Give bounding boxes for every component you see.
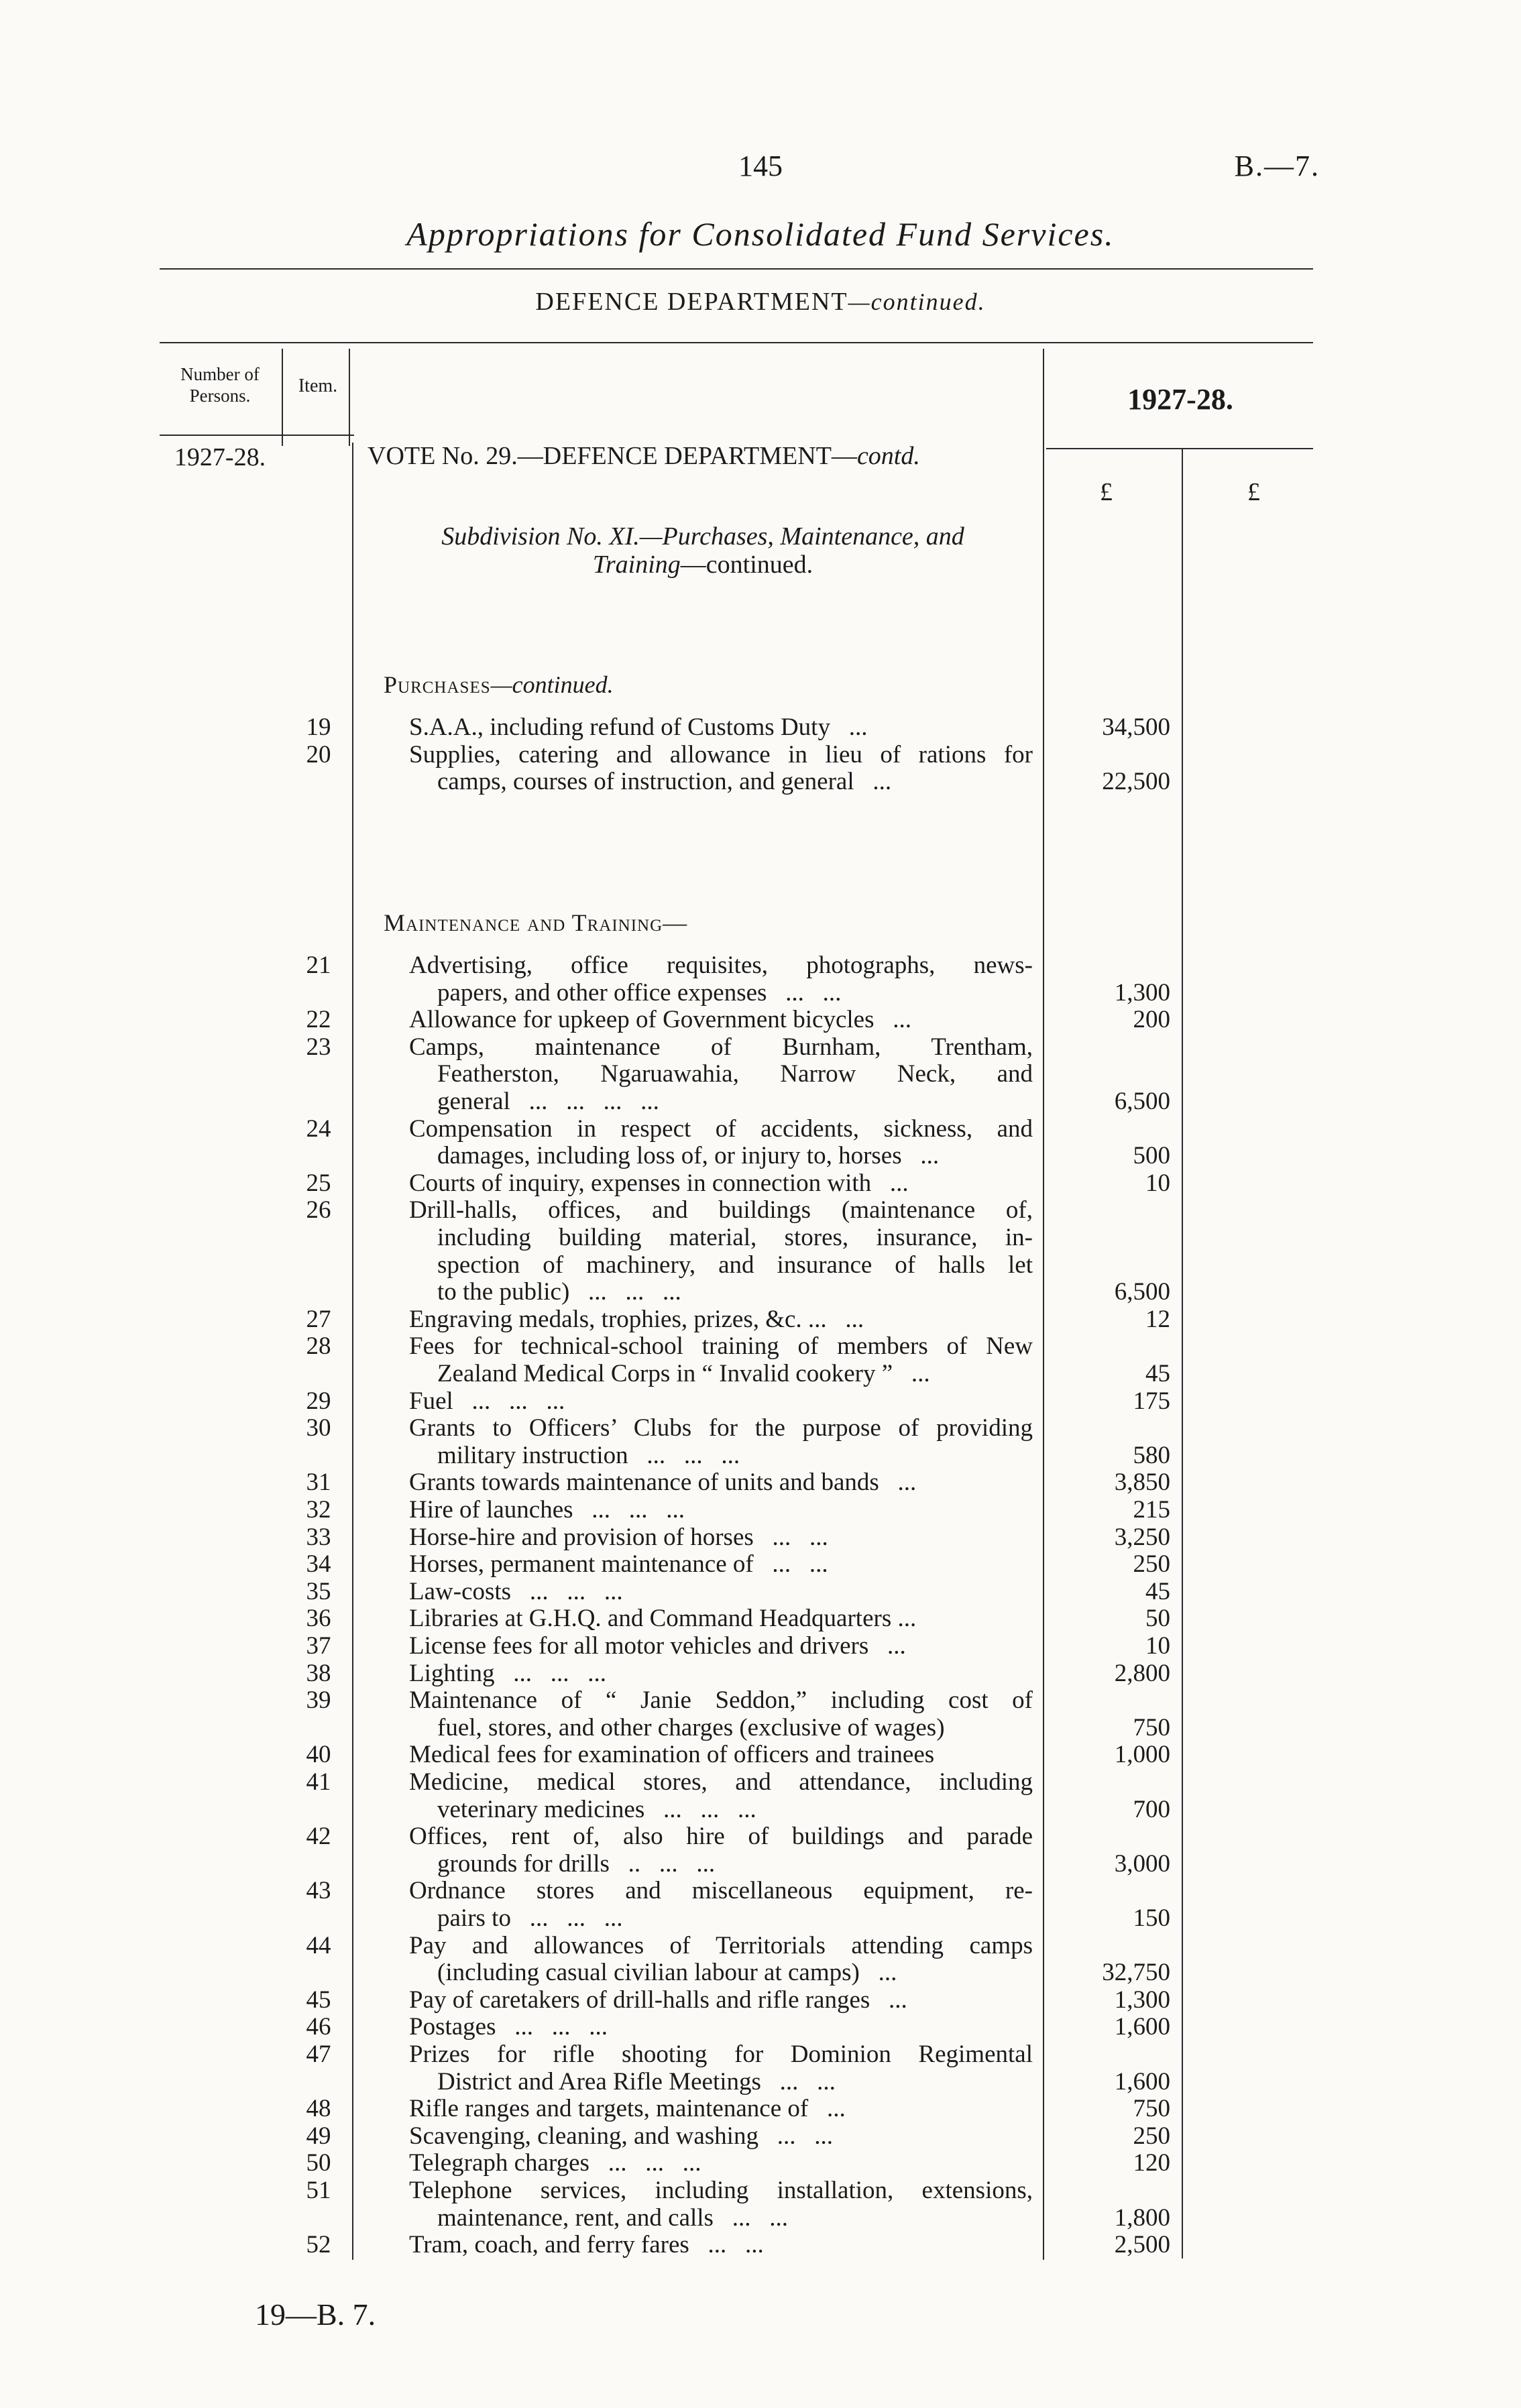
table-row [0,1823,1521,1850]
item-description: grounds for drills .. ... ... [437,1850,716,1878]
item-description: Horses, permanent maintenance of ... ... [409,1550,828,1578]
item-amount: 120 [1133,2149,1170,2177]
subdivision-line-2 [368,550,1038,579]
subdivision-continued: —continued. [680,551,813,579]
section-heading-purchases [384,671,614,699]
table-row [0,2123,1521,2150]
item-description: spection of machinery, and insurance of halls let [437,1251,1033,1279]
table-row [0,2205,1521,2232]
table-row [0,1116,1521,1143]
item-description: Prizes for rifle shooting for Dominion Regimental [409,2041,1033,2068]
item-description: Engraving medals, trophies, prizes, &c. ... ... [409,1306,864,1333]
item-description: Postages ... ... ... [409,2013,608,2041]
item-description: Fuel ... ... ... [409,1387,565,1415]
item-description: License fees for all motor vehicles and drivers ... [409,1632,906,1660]
table-row [0,1388,1521,1415]
table-row [0,1007,1521,1033]
item-description: pairs to ... ... ... [437,1904,623,1932]
table-row [0,1279,1521,1306]
item-amount: 3,850 [1114,1469,1170,1496]
column-header-item: Item. [298,376,338,396]
item-description: S.A.A., including refund of Customs Duty ... [409,713,868,741]
item-amount: 1,300 [1114,1986,1170,2014]
item-amount: 250 [1133,1550,1170,1578]
column-header-year: 1927-28. [1127,383,1233,416]
table-row [0,1170,1521,1197]
item-description: Tram, coach, and ferry fares ... ... [409,2231,764,2258]
table-row [0,1333,1521,1360]
subdivision-line-1: Subdivision No. XI.—Purchases, Maintenance, and [441,522,964,551]
item-description: Medical fees for examination of officers and trainees [409,1741,935,1768]
vote-heading-contd: contd. [856,442,920,470]
subdivision-training: Training [592,551,681,579]
item-number: 47 [306,2041,331,2068]
table-row [0,1224,1521,1251]
page-title: Appropriations for Consolidated Fund Services. [406,215,1115,253]
table-row [0,1633,1521,1660]
item-amount: 32,750 [1102,1959,1170,1986]
item-number: 45 [306,1986,331,2014]
item-number: 23 [306,1033,331,1061]
item-number: 40 [306,1741,331,1768]
vote-heading [368,441,920,471]
item-number: 50 [306,2149,331,2177]
table-row [0,768,1521,795]
vote-heading-text: VOTE No. 29.—DEFENCE DEPARTMENT— [368,442,857,470]
item-description: Allowance for upkeep of Government bicycles ... [409,1006,911,1033]
item-number: 19 [306,713,331,741]
table-row [0,1605,1521,1632]
table-row [0,1987,1521,2014]
item-number: 32 [306,1496,331,1524]
item-number: 49 [306,2122,331,2150]
item-amount: 150 [1133,1904,1170,1932]
item-amount: 6,500 [1114,1278,1170,1306]
item-amount: 34,500 [1102,713,1170,741]
item-number: 37 [306,1632,331,1660]
table-row [0,1497,1521,1524]
item-amount: 12 [1145,1306,1170,1333]
item-number: 27 [306,1306,331,1333]
item-number: 46 [306,2013,331,2041]
item-amount: 10 [1145,1169,1170,1197]
table-row [0,1252,1521,1279]
table-row [0,1905,1521,1932]
item-description: Supplies, catering and allowance in lieu of rations for [409,741,1033,768]
item-amount: 580 [1133,1442,1170,1469]
department-name: DEFENCE DEPARTMENT [535,288,848,316]
item-amount: 1,300 [1114,979,1170,1007]
section-heading-maintenance: Maintenance and Training— [384,909,688,936]
department-continued: —continued. [848,288,986,315]
item-description: Drill-halls, offices, and buildings (maintenance of, [409,1196,1033,1224]
divider-persons-item [282,349,283,446]
item-description: Courts of inquiry, expenses in connection with ... [409,1169,909,1197]
table-row [0,1741,1521,1768]
item-amount: 1,600 [1114,2068,1170,2096]
table-row [0,2232,1521,2258]
item-description: camps, courses of instruction, and general ... [437,768,892,795]
title-rule [160,268,1313,270]
item-amount: 10 [1145,1632,1170,1660]
item-description: Libraries at G.H.Q. and Command Headquarters ... [409,1605,917,1632]
item-number: 25 [306,1169,331,1197]
item-description: Fees for technical-school training of members of New [409,1332,1033,1360]
item-number: 48 [306,2095,331,2122]
table-row [0,1878,1521,1904]
table-row [0,1469,1521,1496]
item-description: Scavenging, cleaning, and washing ... ... [409,2122,833,2150]
section-heading-purchases-text: Purchases [384,671,491,698]
item-description: Law-costs ... ... ... [409,1578,623,1605]
item-description: to the public) ... ... ... [437,1278,681,1306]
item-number: 52 [306,2231,331,2258]
item-description: Grants towards maintenance of units and bands ... [409,1469,917,1496]
table-row [0,952,1521,979]
item-amount: 45 [1145,1360,1170,1387]
department-heading [0,287,1521,317]
item-number: 26 [306,1196,331,1224]
item-amount: 2,500 [1114,2231,1170,2258]
item-number: 30 [306,1414,331,1442]
table-row [0,1415,1521,1442]
item-number: 24 [306,1115,331,1143]
table-row [0,1442,1521,1469]
item-description: Pay and allowances of Territorials attending camps [409,1932,1033,1959]
item-description: Telegraph charges ... ... ... [409,2149,701,2177]
item-amount: 175 [1133,1387,1170,1415]
table-row [0,1769,1521,1796]
table-row [0,2041,1521,2068]
item-amount: 500 [1133,1142,1170,1169]
item-description: (including casual civilian labour at camps) ... [437,1959,897,1986]
table-row [0,1796,1521,1823]
divider-item-description-top [349,349,350,446]
item-description: maintenance, rent, and calls ... ... [437,2204,788,2232]
item-description: Rifle ranges and targets, maintenance of ... [409,2095,846,2122]
item-description: Offices, rent of, also hire of buildings and parade [409,1823,1033,1850]
item-amount: 45 [1145,1578,1170,1605]
item-amount: 1,600 [1114,2013,1170,2041]
item-amount: 3,000 [1114,1850,1170,1878]
item-amount: 750 [1133,1714,1170,1741]
table-row [0,1197,1521,1224]
item-amount: 700 [1133,1796,1170,1823]
item-amount: 3,250 [1114,1524,1170,1551]
page-number: 145 [738,150,783,182]
item-number: 20 [306,741,331,768]
item-description: general ... ... ... ... [437,1088,659,1115]
column-header-persons: Number of Persons. [180,364,260,406]
table-row [0,1851,1521,1878]
table-row [0,2177,1521,2204]
item-amount: 215 [1133,1496,1170,1524]
item-amount: 22,500 [1102,768,1170,795]
document-reference: B.—7. [1234,150,1320,182]
item-description: veterinary medicines ... ... ... [437,1796,756,1823]
table-row [0,714,1521,741]
table-row [0,1715,1521,1741]
item-number: 34 [306,1550,331,1578]
item-amount: 50 [1145,1605,1170,1632]
table-row [0,1524,1521,1551]
item-number: 43 [306,1877,331,1904]
table-row [0,1061,1521,1088]
item-description: Pay of caretakers of drill-halls and rifle ranges ... [409,1986,907,2014]
item-number: 29 [306,1387,331,1415]
item-amount: 250 [1133,2122,1170,2150]
item-number: 22 [306,1006,331,1033]
item-description: including building material, stores, insurance, in- [437,1224,1033,1251]
item-description: fuel, stores, and other charges (exclusive of wages) [437,1714,945,1741]
item-amount: 1,800 [1114,2204,1170,2232]
table-row [0,1660,1521,1687]
item-description: Grants to Officers’ Clubs for the purpose of providing [409,1414,1033,1442]
item-description: Zealand Medical Corps in “ Invalid cookery ” ... [437,1360,930,1387]
table-top-rule [160,342,1313,343]
item-description: Hire of launches ... ... ... [409,1496,685,1524]
item-number: 33 [306,1524,331,1551]
footer-signature: 19—B. 7. [255,2297,376,2332]
item-description: District and Area Rifle Meetings ... ... [437,2068,836,2096]
table-row [0,1306,1521,1333]
table-row [0,980,1521,1007]
item-description: Advertising, office requisites, photographs, news- [409,952,1033,979]
item-number: 36 [306,1605,331,1632]
item-number: 38 [306,1660,331,1687]
currency-right: £ [1247,478,1260,506]
item-description: Medicine, medical stores, and attendance, including [409,1768,1033,1796]
item-description: damages, including loss of, or injury to, horses ... [437,1142,940,1169]
item-description: Telephone services, including installation, extensions, [409,2177,1033,2204]
item-number: 35 [306,1578,331,1605]
table-row [0,1579,1521,1605]
table-row [0,2150,1521,2177]
item-description: Camps, maintenance of Burnham, Trentham, [409,1033,1033,1061]
item-number: 41 [306,1768,331,1796]
item-amount: 200 [1133,1006,1170,1033]
table-row [0,1034,1521,1061]
table-row [0,1088,1521,1115]
item-number: 31 [306,1469,331,1496]
item-description: papers, and other office expenses ... ... [437,979,842,1007]
section-heading-purchases-suffix: —continued. [490,671,614,698]
table-row [0,1143,1521,1169]
item-description: Compensation in respect of accidents, sickness, and [409,1115,1033,1143]
table-row [0,1959,1521,1986]
item-number: 42 [306,1823,331,1850]
header-bottom-rule-left [160,435,354,436]
item-description: military instruction ... ... ... [437,1442,740,1469]
item-number: 51 [306,2177,331,2204]
item-number: 21 [306,952,331,979]
item-number: 28 [306,1332,331,1360]
item-amount: 750 [1133,2095,1170,2122]
item-number: 44 [306,1932,331,1959]
table-row [0,1551,1521,1578]
table-row [0,1933,1521,1959]
table-row [0,1361,1521,1387]
item-amount: 2,800 [1114,1660,1170,1687]
item-description: Lighting ... ... ... [409,1660,606,1687]
item-amount: 1,000 [1114,1741,1170,1768]
table-row [0,742,1521,768]
table-row [0,2014,1521,2041]
item-description: Featherston, Ngaruawahia, Narrow Neck, and [437,1060,1033,1088]
table-row [0,1687,1521,1714]
table-row [0,2069,1521,2096]
item-description: Ordnance stores and miscellaneous equipment, re- [409,1877,1033,1904]
year-rule [1046,448,1313,449]
currency-left: £ [1100,478,1113,506]
item-description: Maintenance of “ Janie Seddon,” including cost of [409,1686,1033,1714]
item-number: 39 [306,1686,331,1714]
persons-year: 1927-28. [174,443,266,471]
table-row [0,2096,1521,2122]
item-amount: 6,500 [1114,1088,1170,1115]
item-description: Horse-hire and provision of horses ... ... [409,1524,828,1551]
